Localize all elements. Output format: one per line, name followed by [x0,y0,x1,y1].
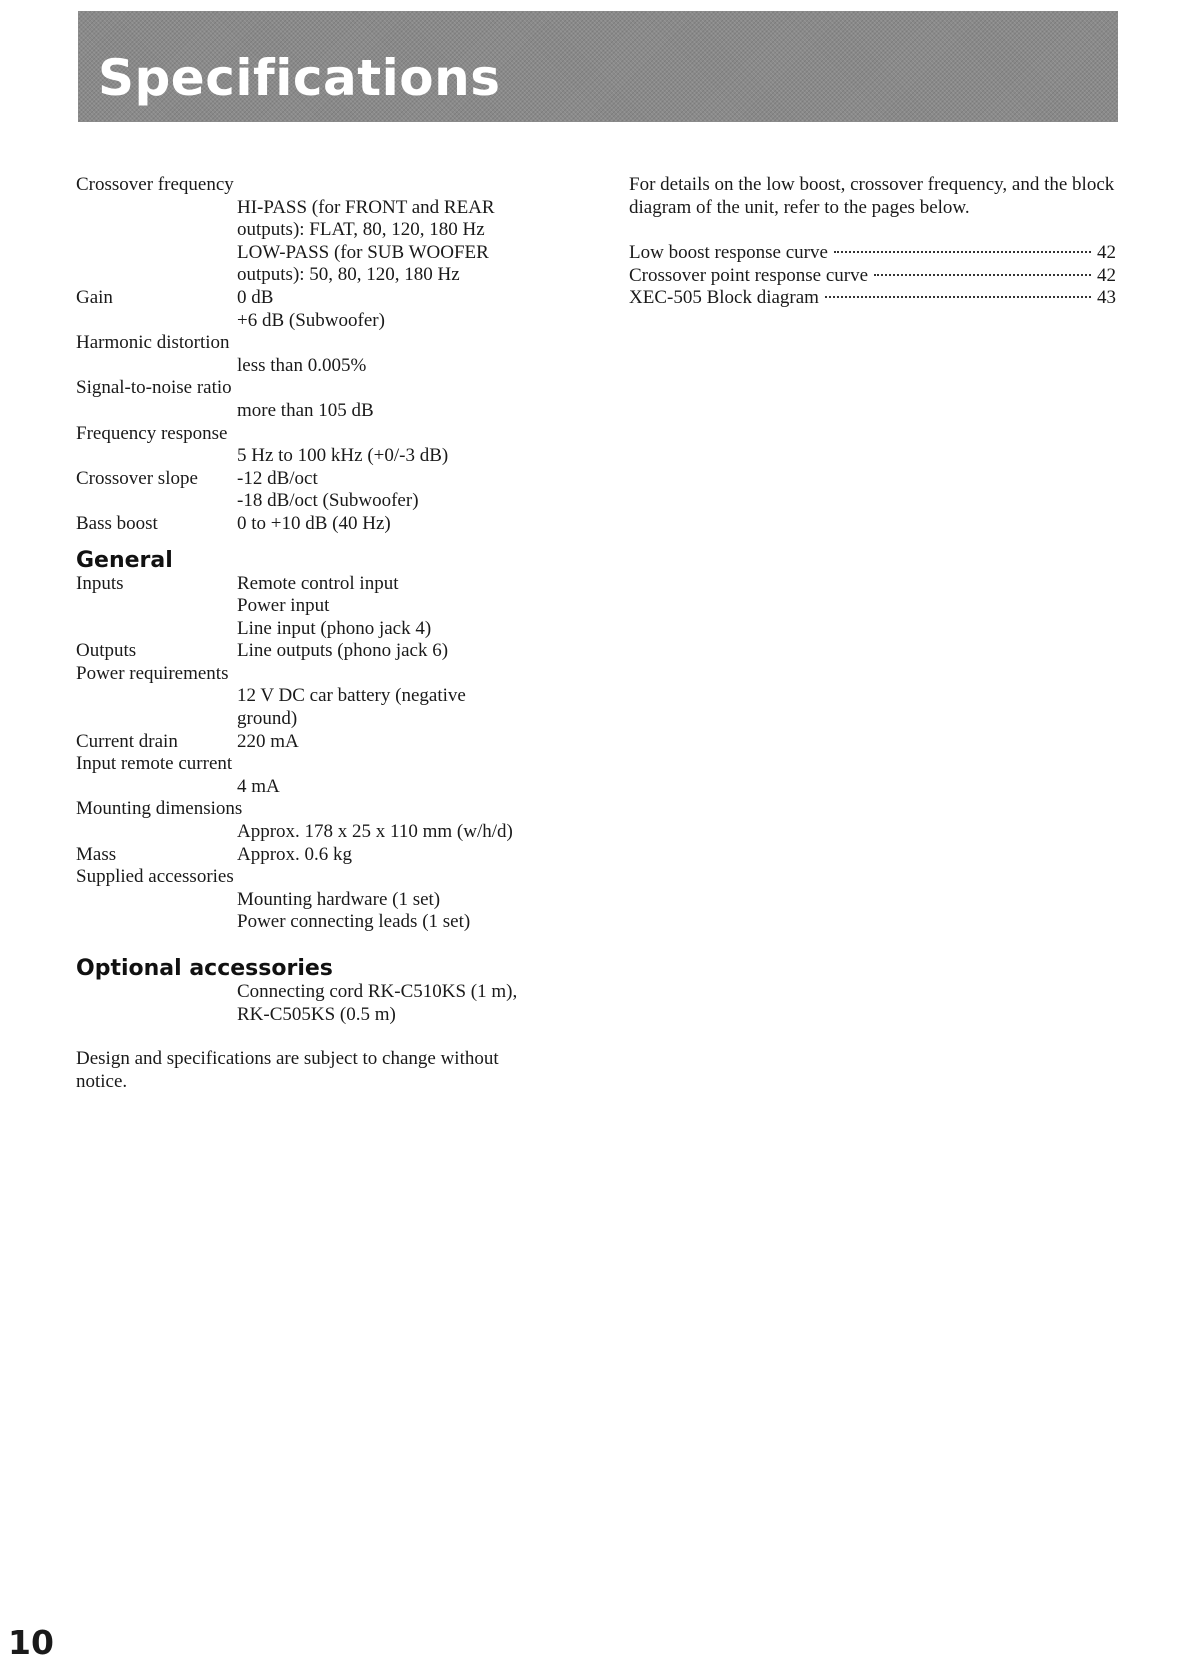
spec-label: Harmonic distortion [76,332,230,354]
general-heading: General [76,547,173,573]
spec-value [237,776,513,799]
toc-leader-dots [834,251,1091,253]
spec-label: Signal-to-noise ratio [76,377,232,399]
spec-row [76,776,513,799]
spec-row [76,332,495,355]
spec-row [76,573,513,641]
disclaimer-note: Design and specifications are subject to change without notice. [76,1048,499,1092]
toc-label: XEC-505 Block diagram [629,287,819,309]
spec-value-line: Line input (phono jack 4) [237,617,432,639]
spec-label-spacer [76,889,237,934]
spec-row [76,287,495,332]
spec-label-spacer [76,400,237,423]
spec-value-line: outputs): FLAT, 80, 120, 180 Hz [237,219,485,241]
spec-value-line: 0 to +10 dB (40 Hz) [237,512,391,534]
spec-label: Bass boost [76,512,158,534]
page-number: 10 [8,1623,54,1662]
toc-label: Crossover point response curve [629,264,869,286]
spec-value-line: Power connecting leads (1 set) [237,911,471,933]
spec-row [76,355,495,378]
spec-value [237,287,495,332]
spec-row [76,798,513,821]
spec-value-line: less than 0.005% [237,354,367,376]
spec-value [237,355,495,378]
title-banner [78,11,1118,122]
spec-value-line: HI-PASS (for FRONT and REAR [237,196,495,218]
references-column [629,174,1116,310]
spec-value-line: RK-C505KS (0.5 m) [237,1003,396,1025]
spec-value-line: more than 105 dB [237,399,374,421]
spec-row [76,640,513,663]
toc-page-number: 43 [1097,287,1116,309]
spec-value-line: 0 dB [237,286,274,308]
spec-value-line: outputs): 50, 80, 120, 180 Hz [237,264,460,286]
spec-value-line: 5 Hz to 100 kHz (+0/-3 dB) [237,445,449,467]
spec-row [76,197,495,287]
spec-value-line: Mounting hardware (1 set) [237,888,441,910]
toc-page-number: 42 [1097,242,1116,264]
spec-value [237,685,513,730]
spec-row [76,731,513,754]
spec-label: Mounting dimensions [76,798,243,820]
amplifier-spec-table [76,174,495,536]
spec-label-spacer [76,355,237,378]
spec-row [76,468,495,513]
spec-label: Frequency response [76,422,228,444]
toc-entry [629,265,1116,288]
spec-row [76,753,513,776]
spec-label-spacer [76,445,237,468]
toc-label: Low boost response curve [629,242,828,264]
spec-label: Mass [76,843,117,865]
toc-entry [629,287,1116,310]
spec-value [237,844,513,867]
spec-value-line: ground) [237,708,298,730]
spec-value [237,640,513,663]
spec-label: Power requirements [76,662,229,684]
toc-leader-dots [825,296,1091,298]
spec-value-line: Remote control input [237,572,399,594]
spec-label-spacer [76,776,237,799]
reference-intro: For details on the low boost, crossover frequency, and the block diagram of the unit, refer to the pages below. [629,174,1115,218]
spec-value [237,981,517,1026]
spec-value [237,821,513,844]
spec-value [237,400,495,423]
spec-row [76,685,513,730]
general-spec-table [76,573,513,935]
spec-label: Inputs [76,572,124,594]
optional-accessories-table [76,981,517,1026]
spec-row [76,844,513,867]
spec-label: Outputs [76,640,137,662]
spec-row [76,445,495,468]
spec-row [76,866,513,889]
toc-entry [629,242,1116,265]
spec-value-line: 4 mA [237,775,280,797]
spec-value-line: 220 mA [237,730,299,752]
spec-value [237,468,495,513]
spec-value-line: Line outputs (phono jack 6) [237,640,449,662]
spec-value-line: -12 dB/oct [237,467,318,489]
spec-label: Crossover slope [76,467,198,489]
spec-label: Supplied accessories [76,866,234,888]
spec-label-spacer [76,197,237,287]
toc-leader-dots [874,274,1091,276]
optional-accessories-heading: Optional accessories [76,956,333,981]
spec-label [76,981,237,1026]
spec-label-spacer [76,685,237,730]
spec-row [76,663,513,686]
spec-value [237,731,513,754]
spec-value-line: Power input [237,595,330,617]
spec-value-line: Approx. 178 x 25 x 110 mm (w/h/d) [237,821,513,843]
spec-value-line: LOW-PASS (for SUB WOOFER [237,241,489,263]
spec-row [76,981,517,1026]
spec-label: Current drain [76,730,178,752]
spec-row [76,821,513,844]
spec-row [76,513,495,536]
spec-label: Gain [76,286,113,308]
spec-row [76,377,495,400]
page-reference-list [629,242,1116,310]
spec-value [237,573,513,641]
spec-row [76,889,513,934]
spec-value [237,197,495,287]
spec-value-line: -18 dB/oct (Subwoofer) [237,490,419,512]
spec-value [237,445,495,468]
spec-value-line: 12 V DC car battery (negative [237,685,466,707]
spec-label: Crossover frequency [76,174,234,195]
spec-row [76,423,495,446]
spec-value [237,513,495,536]
spec-row [76,174,495,197]
spec-label: Input remote current [76,753,233,775]
spec-label-spacer [76,821,237,844]
specifications-column [76,174,596,1093]
page-title: Specifications [98,49,501,107]
spec-row [76,400,495,423]
toc-page-number: 42 [1097,264,1116,286]
spec-value [237,889,513,934]
spec-value-line: Connecting cord RK-C510KS (1 m), [237,981,518,1002]
spec-value-line: Approx. 0.6 kg [237,843,353,865]
spec-value-line: +6 dB (Subwoofer) [237,309,385,331]
